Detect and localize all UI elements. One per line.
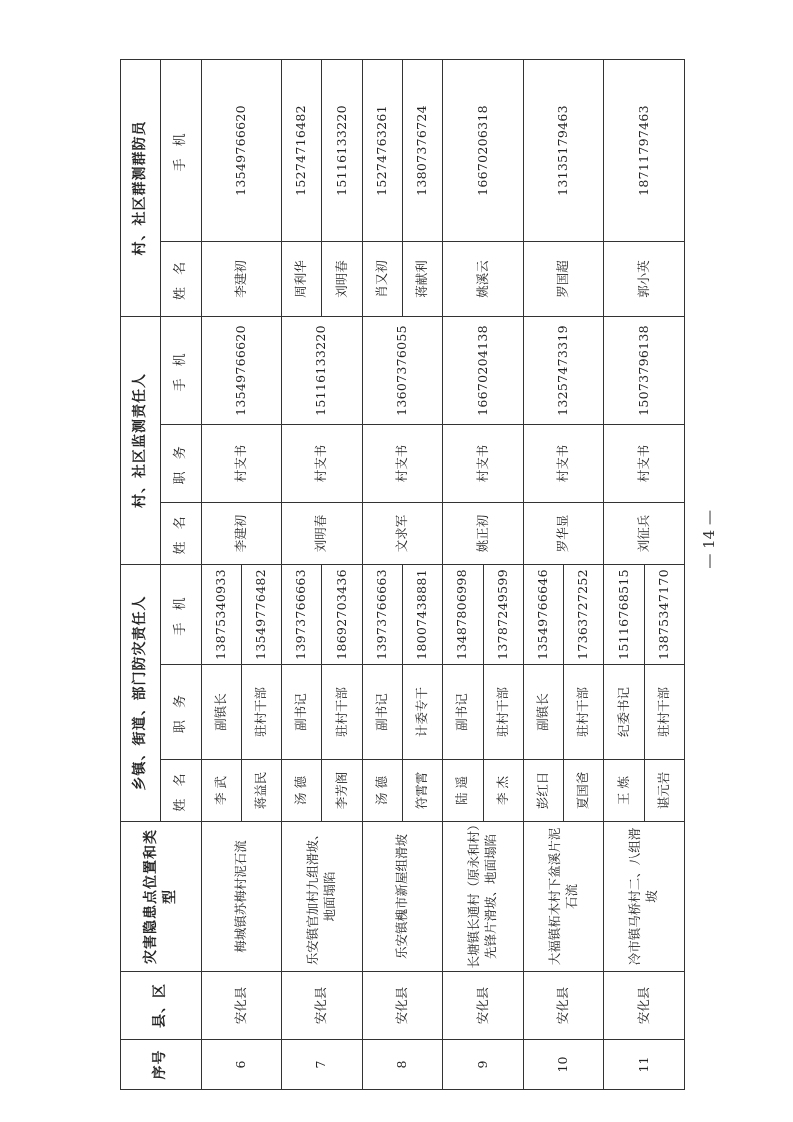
- county-cell: 安化县: [523, 972, 604, 1040]
- location-cell: 冷市镇马桥村二、八组滑坡: [604, 822, 685, 972]
- village-post-cell: 村支书: [201, 424, 282, 502]
- town-name-cell: 汤 德: [282, 760, 322, 822]
- community-phone-cell: 16670206318: [443, 59, 524, 241]
- village-phone-cell: 13549766620: [201, 316, 282, 424]
- town-name-cell: 夏国爸: [564, 760, 604, 822]
- town-phone-cell: 13549776482: [241, 564, 281, 664]
- community-phone-cell: 15116133220: [322, 59, 362, 241]
- community-name-cell: 李建初: [201, 241, 282, 316]
- table-row: [443, 59, 483, 1089]
- town-name-cell: 汤 德: [362, 760, 402, 822]
- town-phone-cell: 13787249599: [483, 564, 523, 664]
- community-name-cell: 肖又初: [362, 241, 402, 316]
- header-seq: 序号: [121, 1040, 202, 1090]
- village-name-cell: 罗华显: [523, 502, 604, 564]
- seq-cell: 6: [201, 1040, 282, 1090]
- table-row: [201, 59, 241, 1089]
- village-name-cell: 李建初: [201, 502, 282, 564]
- community-name-cell: 刘明春: [322, 241, 362, 316]
- town-name-cell: 李 武: [201, 760, 241, 822]
- seq-cell: 8: [362, 1040, 443, 1090]
- town-phone-cell: 13549766646: [523, 564, 563, 664]
- header-village-name: 姓 名: [161, 502, 201, 564]
- town-post-cell: 副书记: [443, 665, 483, 760]
- town-post-cell: 驻村干部: [322, 665, 362, 760]
- town-name-cell: 李 杰: [483, 760, 523, 822]
- town-phone-cell: 15116768515: [604, 564, 644, 664]
- seq-cell: 10: [523, 1040, 604, 1090]
- village-post-cell: 村支书: [362, 424, 443, 502]
- location-cell: 大福镇柘木村下盆溪片泥石流: [523, 822, 604, 972]
- header-town-phone: 手 机: [161, 564, 201, 664]
- town-post-cell: 驻村干部: [564, 665, 604, 760]
- town-phone-cell: 13487806998: [443, 564, 483, 664]
- community-phone-cell: 18711797463: [604, 59, 685, 241]
- rotated-table-wrapper: [120, 60, 685, 1090]
- county-cell: 安化县: [443, 972, 524, 1040]
- town-name-cell: 陆 遥: [443, 760, 483, 822]
- village-post-cell: 村支书: [523, 424, 604, 502]
- header-location: 灾害隐患点位置和类型: [121, 822, 202, 972]
- header-village-phone: 手 机: [161, 316, 201, 424]
- town-post-cell: 驻村干部: [241, 665, 281, 760]
- town-post-cell: 副镇长: [201, 665, 241, 760]
- town-post-cell: 纪委书记: [604, 665, 644, 760]
- header-row-1: [121, 59, 161, 1089]
- community-phone-cell: 15274763261: [362, 59, 402, 241]
- table-row: [362, 59, 402, 1089]
- seq-cell: 11: [604, 1040, 685, 1090]
- town-post-cell: 副书记: [362, 665, 402, 760]
- town-name-cell: 王 炼: [604, 760, 644, 822]
- header-town-post: 职 务: [161, 665, 201, 760]
- village-name-cell: 文求军: [362, 502, 443, 564]
- table-row: [282, 59, 322, 1089]
- village-phone-cell: 15073796138: [604, 316, 685, 424]
- town-phone-cell: 18007438881: [402, 564, 442, 664]
- village-post-cell: 村支书: [282, 424, 363, 502]
- town-post-cell: 副镇长: [523, 665, 563, 760]
- header-town-name: 姓 名: [161, 760, 201, 822]
- community-name-cell: 周利华: [282, 241, 322, 316]
- village-name-cell: 刘征兵: [604, 502, 685, 564]
- community-phone-cell: 13135179463: [523, 59, 604, 241]
- header-county: 县、区: [121, 972, 202, 1040]
- village-name-cell: 刘明春: [282, 502, 363, 564]
- village-phone-cell: 16670204138: [443, 316, 524, 424]
- location-cell: 乐安镇槐市新屋组滑坡: [362, 822, 443, 972]
- village-phone-cell: 15116133220: [282, 316, 363, 424]
- town-post-cell: 副书记: [282, 665, 322, 760]
- community-phone-cell: 13807376724: [402, 59, 442, 241]
- county-cell: 安化县: [282, 972, 363, 1040]
- location-cell: 乐安镇官加村九组滑坡、地面塌陷: [282, 822, 363, 972]
- table-row: [604, 59, 644, 1089]
- town-phone-cell: 13973766663: [282, 564, 322, 664]
- location-cell: 梅城镇苏梅村泥石流: [201, 822, 282, 972]
- county-cell: 安化县: [362, 972, 443, 1040]
- location-cell: 长塘镇长通村（原永和村）先锋片滑坡、地面塌陷: [443, 822, 524, 972]
- header-village-post: 职 务: [161, 424, 201, 502]
- community-phone-cell: 13549766620: [201, 59, 282, 241]
- community-name-cell: 姚溪云: [443, 241, 524, 316]
- town-phone-cell: 18692703436: [322, 564, 362, 664]
- town-phone-cell: 17363727252: [564, 564, 604, 664]
- town-name-cell: 彭红日: [523, 760, 563, 822]
- town-name-cell: 符霄霄: [402, 760, 442, 822]
- community-phone-cell: 15274716482: [282, 59, 322, 241]
- town-post-cell: 驻村干部: [483, 665, 523, 760]
- header-community-phone: 手 机: [161, 59, 201, 241]
- seq-cell: 9: [443, 1040, 524, 1090]
- county-cell: 安化县: [201, 972, 282, 1040]
- header-village-group: 村、社区监测责任人: [121, 316, 161, 564]
- village-post-cell: 村支书: [443, 424, 524, 502]
- seq-cell: 7: [282, 1040, 363, 1090]
- table-row: [523, 59, 563, 1089]
- village-name-cell: 姚正初: [443, 502, 524, 564]
- town-post-cell: 计委专干: [402, 665, 442, 760]
- community-name-cell: 郭小英: [604, 241, 685, 316]
- header-community-group: 村、社区群测群防员: [121, 59, 161, 316]
- town-phone-cell: 13875340933: [201, 564, 241, 664]
- town-name-cell: 蒋益民: [241, 760, 281, 822]
- town-name-cell: 谌元岩: [644, 760, 684, 822]
- town-phone-cell: 13973766663: [362, 564, 402, 664]
- town-post-cell: 驻村干部: [644, 665, 684, 760]
- village-phone-cell: 13257473319: [523, 316, 604, 424]
- village-post-cell: 村支书: [604, 424, 685, 502]
- responsibility-table: [120, 59, 685, 1090]
- header-town-group: 乡镇、街道、部门防灾责任人: [121, 564, 161, 821]
- town-phone-cell: 13875347170: [644, 564, 684, 664]
- town-name-cell: 李芳阁: [322, 760, 362, 822]
- village-phone-cell: 13607376055: [362, 316, 443, 424]
- page-number: — 14 —: [700, 510, 718, 569]
- community-name-cell: 蒋献利: [402, 241, 442, 316]
- header-community-name: 姓 名: [161, 241, 201, 316]
- county-cell: 安化县: [604, 972, 685, 1040]
- community-name-cell: 罗国超: [523, 241, 604, 316]
